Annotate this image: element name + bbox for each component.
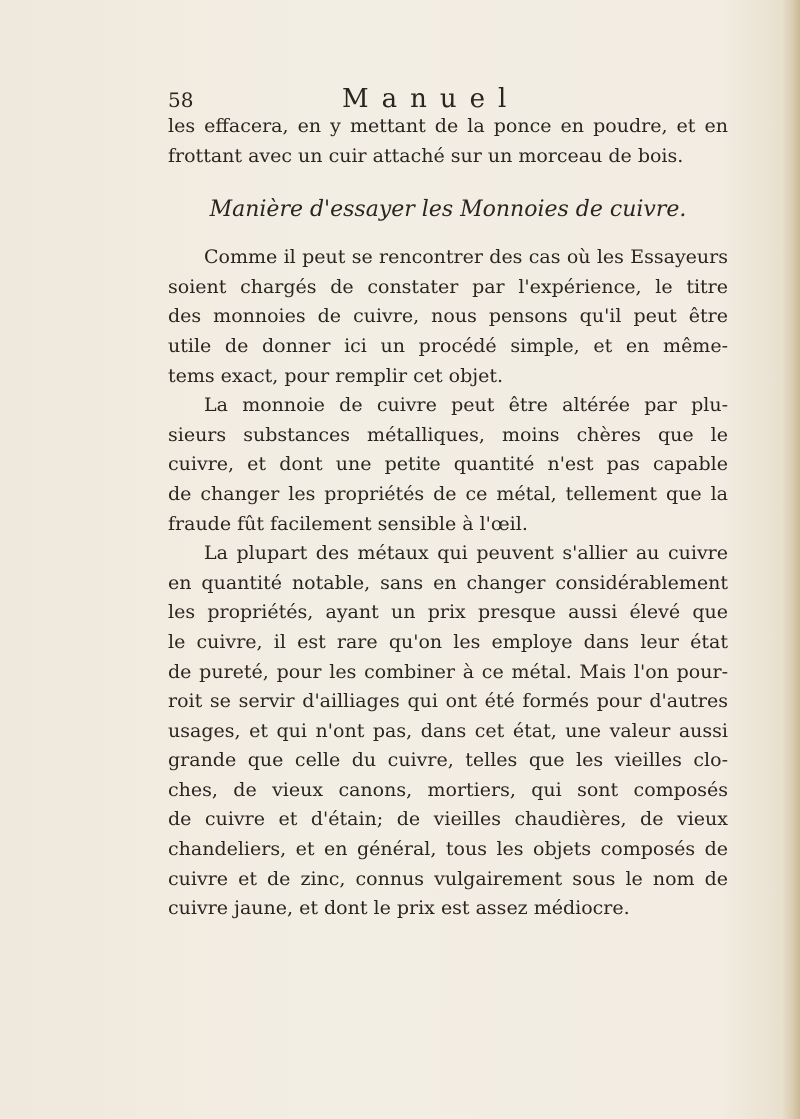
text-line: cuivre jaune, et dont le prix est assez médiocre. bbox=[168, 897, 630, 920]
text-line: des monnoies de cuivre, nous pensons qu'il peut être bbox=[168, 305, 728, 328]
text-line: utile de donner ici un procédé simple, et en même- bbox=[168, 334, 728, 357]
page-body bbox=[168, 112, 728, 924]
text-line: Comme il peut se rencontrer des cas où les Essayeurs bbox=[204, 246, 728, 269]
text-line: les effacera, en y mettant de la ponce en poudre, et en bbox=[168, 115, 728, 137]
text-line: les propriétés, ayant un prix presque aussi élevé que bbox=[168, 601, 728, 624]
paragraph-2 bbox=[168, 391, 728, 539]
running-title: Manuel bbox=[342, 84, 520, 114]
text-line: La monnoie de cuivre peut être altérée par plu- bbox=[204, 394, 728, 417]
text-line: cuivre, et dont une petite quantité n'est pas capable bbox=[168, 453, 728, 476]
text-line: tems exact, pour remplir cet objet. bbox=[168, 364, 504, 387]
text-line: fraude fût facilement sensible à l'œil. bbox=[168, 512, 528, 535]
section-heading: Manière d'essayer les Monnoies de cuivre. bbox=[209, 197, 687, 223]
text-line: roit se servir d'ailliages qui ont été formés pour d'autres bbox=[168, 690, 728, 713]
text-line: de changer les propriétés de ce métal, tellement que la bbox=[168, 482, 728, 505]
text-line: grande que celle du cuivre, telles que les vieilles clo- bbox=[168, 749, 728, 772]
text-line: La plupart des métaux qui peuvent s'allier au cuivre bbox=[204, 542, 728, 565]
text-line: sieurs substances métalliques, moins chères que le bbox=[168, 423, 728, 446]
text-line: cuivre et de zinc, connus vulgairement sous le nom de bbox=[168, 867, 728, 890]
text-line: ches, de vieux canons, mortiers, qui sont composés bbox=[168, 778, 728, 801]
text-line: le cuivre, il est rare qu'on les employe dans leur état bbox=[168, 630, 728, 653]
page-number: 58 bbox=[168, 88, 194, 112]
intro-paragraph bbox=[168, 112, 728, 171]
text-line: frottant avec un cuir attaché sur un morceau de bois. bbox=[168, 144, 684, 167]
text-line: en quantité notable, sans en changer considérablement bbox=[168, 571, 728, 594]
text-line: de pureté, pour les combiner à ce métal. Mais l'on pour- bbox=[168, 660, 728, 683]
paragraph-3 bbox=[168, 539, 728, 924]
text-line: chandeliers, et en général, tous les objets composés de bbox=[168, 838, 728, 861]
text-line: soient chargés de constater par l'expérience, le titre bbox=[168, 275, 728, 298]
paragraph-1 bbox=[168, 243, 728, 391]
text-line: usages, et qui n'ont pas, dans cet état, une valeur aussi bbox=[168, 719, 728, 742]
text-line: de cuivre et d'étain; de vieilles chaudières, de vieux bbox=[168, 808, 728, 831]
page-edge-shadow bbox=[782, 0, 800, 1119]
